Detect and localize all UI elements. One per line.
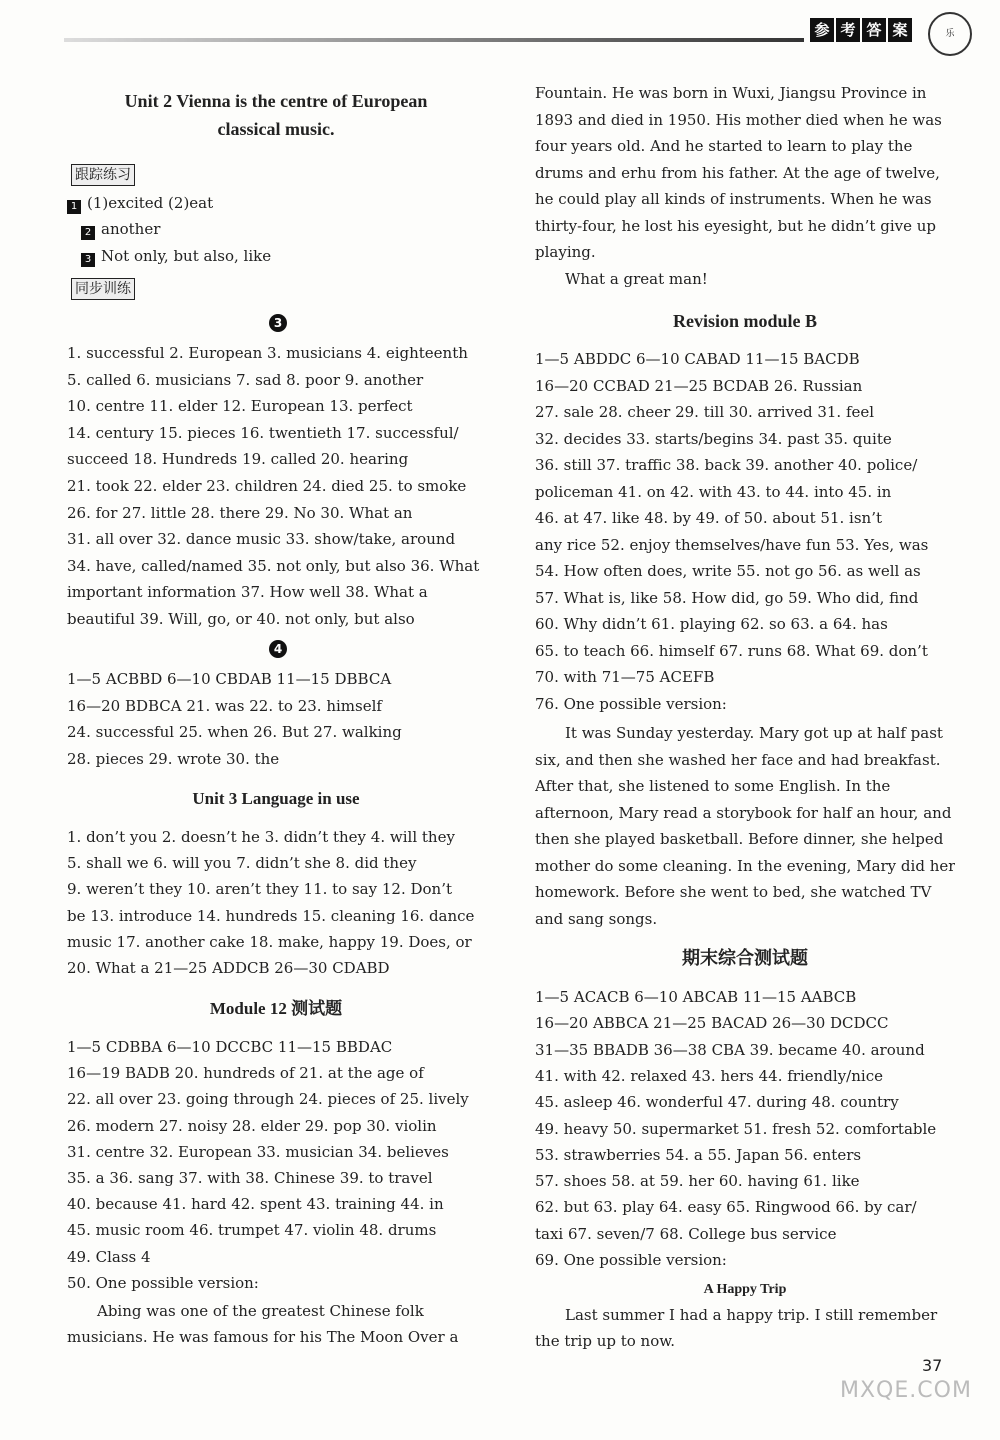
text-line: 40. because 41. hard 42. spent 43. training 44. in — [67, 1195, 444, 1214]
item-number-icon: 1 — [67, 200, 81, 214]
revision-b-title: Revision module B — [672, 311, 818, 331]
text-line: the trip up to now. — [535, 1331, 676, 1350]
text-line: 1. successful 2. European 3. musicians 4. eighteenth — [67, 344, 468, 362]
text-line: Abing was one of the greatest Chinese folk — [97, 1302, 424, 1320]
text-line: What a great man! — [565, 269, 708, 288]
text-line: 1—5 ACACB 6—10 ABCAB 11—15 AABCB — [535, 988, 857, 1006]
text-line: 1—5 ACBBD 6—10 CBDAB 11—15 DBBCA — [67, 670, 392, 688]
text-line: 16—19 BADB 20. hundreds of 21. at the age of — [67, 1064, 424, 1083]
badge-char: 答 — [862, 18, 886, 42]
text-line: 16—20 ABBCA 21—25 BACAD 26—30 DCDCC — [535, 1014, 889, 1033]
badge-char: 案 — [888, 18, 912, 42]
text-line: 53. strawberries 54. a 55. Japan 56. enters — [535, 1145, 862, 1164]
module12-title: Module 12 测试题 — [209, 999, 343, 1018]
section-4-icon: 4 — [269, 640, 287, 658]
text-line: 10. centre 11. elder 12. European 13. perfect — [67, 397, 413, 416]
text-line: 16—20 BDBCA 21. was 22. to 23. himself — [67, 696, 382, 715]
text-line: 34. have, called/named 35. not only, but also 36. What — [67, 556, 480, 575]
unit2-title-line2: classical music. — [217, 119, 335, 139]
text-line: 70. with 71—75 ACEFB — [535, 668, 715, 686]
publisher-logo-icon: 乐 — [928, 12, 972, 56]
final-test-title: 期末综合测试题 — [682, 948, 808, 969]
text-line: 5. called 6. musicians 7. sad 8. poor 9. another — [67, 370, 424, 389]
watermark: MXQE.COM — [840, 1378, 972, 1403]
text-line: musicians. He was famous for his The Moon Over a — [67, 1328, 459, 1347]
text-line: policeman 41. on 42. with 43. to 44. into 45. in — [535, 482, 892, 501]
answer-key-badge — [810, 18, 914, 42]
text-line: Last summer I had a happy trip. I still remember — [565, 1306, 938, 1324]
text-line: It was Sunday yesterday. Mary got up at half past — [565, 724, 943, 742]
text-line: 1893 and died in 1950. His mother died when he was — [535, 110, 942, 129]
text-line: 35. a 36. sang 37. with 38. Chinese 39. to travel — [67, 1169, 433, 1187]
text-line: 1—5 ABDDC 6—10 CABAD 11—15 BACDB — [535, 350, 860, 368]
text-line: mother do some cleaning. In the evening, Mary did her — [535, 856, 955, 875]
text-line: taxi 67. seven/7 68. College bus service — [535, 1224, 837, 1243]
text-line: 31. all over 32. dance music 33. show/take, around — [67, 530, 456, 549]
text-line: 9. weren’t they 10. aren’t they 11. to say 12. Don’t — [67, 880, 452, 899]
text-line: 49. heavy 50. supermarket 51. fresh 52. comfortable — [535, 1119, 937, 1138]
text-line: 45. music room 46. trumpet 47. violin 48. drums — [67, 1221, 437, 1240]
text-line: beautiful 39. Will, go, or 40. not only, but also — [67, 610, 415, 628]
text-line: 27. sale 28. cheer 29. till 30. arrived 31. feel — [535, 403, 875, 421]
text-line: then she played basketball. Before dinner, she helped — [535, 830, 944, 848]
text-line: 1—5 CDBBA 6—10 DCCBC 11—15 BBDAC — [67, 1038, 393, 1056]
text-line: any rice 52. enjoy themselves/have fun 53. Yes, was — [535, 535, 929, 554]
section-3-icon: 3 — [269, 314, 287, 332]
text-line: succeed 18. Hundreds 19. called 20. hearing — [67, 450, 409, 469]
text-line: 36. still 37. traffic 38. back 39. another 40. police/ — [535, 456, 918, 474]
text-line: 28. pieces 29. wrote 30. the — [67, 749, 280, 768]
text-line: 5. shall we 6. will you 7. didn’t she 8. did they — [67, 854, 417, 873]
text-line: afternoon, Mary read a storybook for half an hour, and — [535, 803, 952, 822]
item-number-icon: 3 — [81, 253, 95, 267]
text-line: 31—35 BBADB 36—38 CBA 39. became 40. around — [535, 1040, 925, 1059]
tag-sync-training: 同步训练 — [71, 278, 135, 300]
text-line: thirty-four, he lost his eyesight, but he didn’t give up — [535, 216, 937, 235]
text-line: 31. centre 32. European 33. musician 34. believes — [67, 1142, 449, 1161]
text-line: important information 37. How well 38. What a — [67, 583, 428, 602]
text-line: 21. took 22. elder 23. children 24. died 25. to smoke — [67, 477, 467, 495]
text-line: 22. all over 23. going through 24. pieces of 25. lively — [67, 1090, 469, 1109]
text-line: music 17. another cake 18. make, happy 19. Does, or — [67, 932, 472, 951]
text-line: four years old. And he started to learn to play the — [535, 137, 913, 155]
unit2-title-line1: Unit 2 Vienna is the centre of European — [124, 91, 428, 111]
badge-char: 考 — [836, 18, 860, 42]
trip-title: A Happy Trip — [703, 1282, 787, 1297]
text-line: 54. How often does, write 55. not go 56. as well as — [535, 562, 921, 580]
text-line: 69. One possible version: — [535, 1251, 727, 1269]
text-line: 57. shoes 58. at 59. her 60. having 61. like — [535, 1172, 860, 1191]
text-line: and sang songs. — [535, 909, 658, 928]
text-line: 32. decides 33. starts/begins 34. past 35. quite — [535, 429, 892, 448]
text-line: 41. with 42. relaxed 43. hers 44. friendly/nice — [535, 1066, 883, 1085]
text-line: drums and erhu from his father. At the age of twelve, — [535, 163, 940, 182]
text-line: 14. century 15. pieces 16. twentieth 17. successful/ — [67, 423, 459, 442]
text-line: 26. for 27. little 28. there 29. No 30. What an — [67, 503, 413, 522]
item-number-icon: 2 — [81, 226, 95, 240]
text-line: 60. Why didn’t 61. playing 62. so 63. a 64. has — [535, 615, 888, 633]
unit3-title: Unit 3 Language in use — [192, 789, 360, 808]
text-line: 16—20 CCBAD 21—25 BCDAB 26. Russian — [535, 376, 863, 395]
text-line: 57. What is, like 58. How did, go 59. Who did, find — [535, 588, 919, 607]
tracking-text: another — [101, 220, 161, 238]
tracking-item-1 — [67, 190, 485, 217]
text-line: 26. modern 27. noisy 28. elder 29. pop 30. violin — [67, 1116, 437, 1135]
text-line: be 13. introduce 14. hundreds 15. cleaning 16. dance — [67, 906, 475, 925]
text-line: he could play all kinds of instruments. When he was — [535, 190, 932, 208]
text-line: homework. Before she went to bed, she watched TV — [535, 883, 932, 901]
badge-char: 参 — [810, 18, 834, 42]
text-line: 65. to teach 66. himself 67. runs 68. What 69. don’t — [535, 641, 928, 660]
text-line: Fountain. He was born in Wuxi, Jiangsu Province in — [535, 84, 927, 102]
text-line: 45. asleep 46. wonderful 47. during 48. country — [535, 1093, 899, 1112]
text-line: playing. — [535, 243, 596, 261]
text-line: After that, she listened to some English. In the — [535, 777, 891, 795]
page-number: 37 — [922, 1356, 943, 1375]
tracking-item-2 — [81, 216, 485, 243]
tracking-text: (1)excited (2)eat — [87, 194, 214, 212]
text-line: 46. at 47. like 48. by 49. of 50. about 51. isn’t — [535, 509, 882, 527]
text-line: 1. don’t you 2. doesn’t he 3. didn’t they 4. will they — [67, 828, 455, 846]
tracking-text: Not only, but also, like — [101, 247, 272, 265]
header-rule — [64, 38, 804, 42]
text-line: 24. successful 25. when 26. But 27. walking — [67, 723, 402, 742]
tracking-item-3 — [81, 243, 485, 270]
text-line: 62. but 63. play 64. easy 65. Ringwood 66. by car/ — [535, 1198, 917, 1217]
text-line: 76. One possible version: — [535, 694, 727, 713]
text-line: 20. What a 21—25 ADDCB 26—30 CDABD — [67, 959, 390, 977]
text-line: 50. One possible version: — [67, 1273, 259, 1292]
tag-tracking-practice: 跟踪练习 — [71, 164, 135, 186]
text-line: six, and then she washed her face and had breakfast. — [535, 750, 941, 769]
text-line: 49. Class 4 — [67, 1247, 151, 1266]
